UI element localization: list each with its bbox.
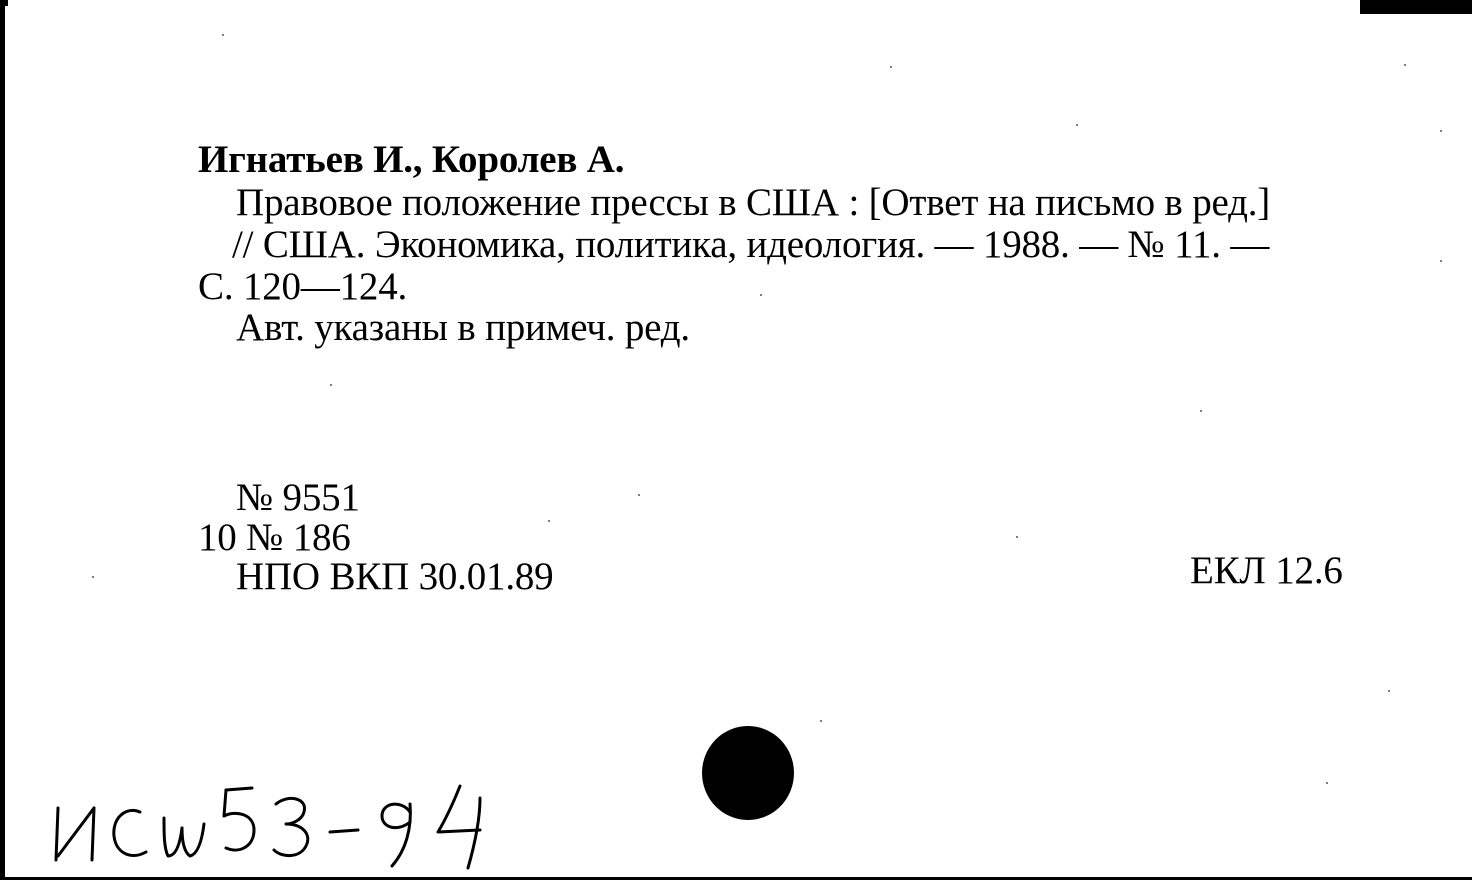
record-number: № 9551	[236, 476, 360, 519]
note-line: Авт. указаны в примеч. ред.	[236, 306, 690, 349]
source-line: // США. Экономика, политика, идеология. — 1988. — № 11. —	[232, 223, 1270, 266]
issue-number: 10 № 186	[198, 516, 351, 559]
classification-code: ЕКЛ 12.6	[1190, 549, 1343, 592]
authors-heading: Игнатьев И., Королев А.	[198, 138, 625, 181]
card-top-right-edge	[1360, 0, 1472, 14]
punch-hole	[702, 726, 794, 820]
card-left-edge	[0, 0, 5, 880]
organization-date: НПО ВКП 30.01.89	[236, 555, 554, 598]
title-line: Правовое положение прессы в США : [Ответ на письмо в ред.]	[236, 181, 1271, 224]
handwritten-code	[40, 778, 510, 874]
card-top-edge	[0, 0, 1472, 6]
pages-line: С. 120—124.	[198, 265, 408, 308]
